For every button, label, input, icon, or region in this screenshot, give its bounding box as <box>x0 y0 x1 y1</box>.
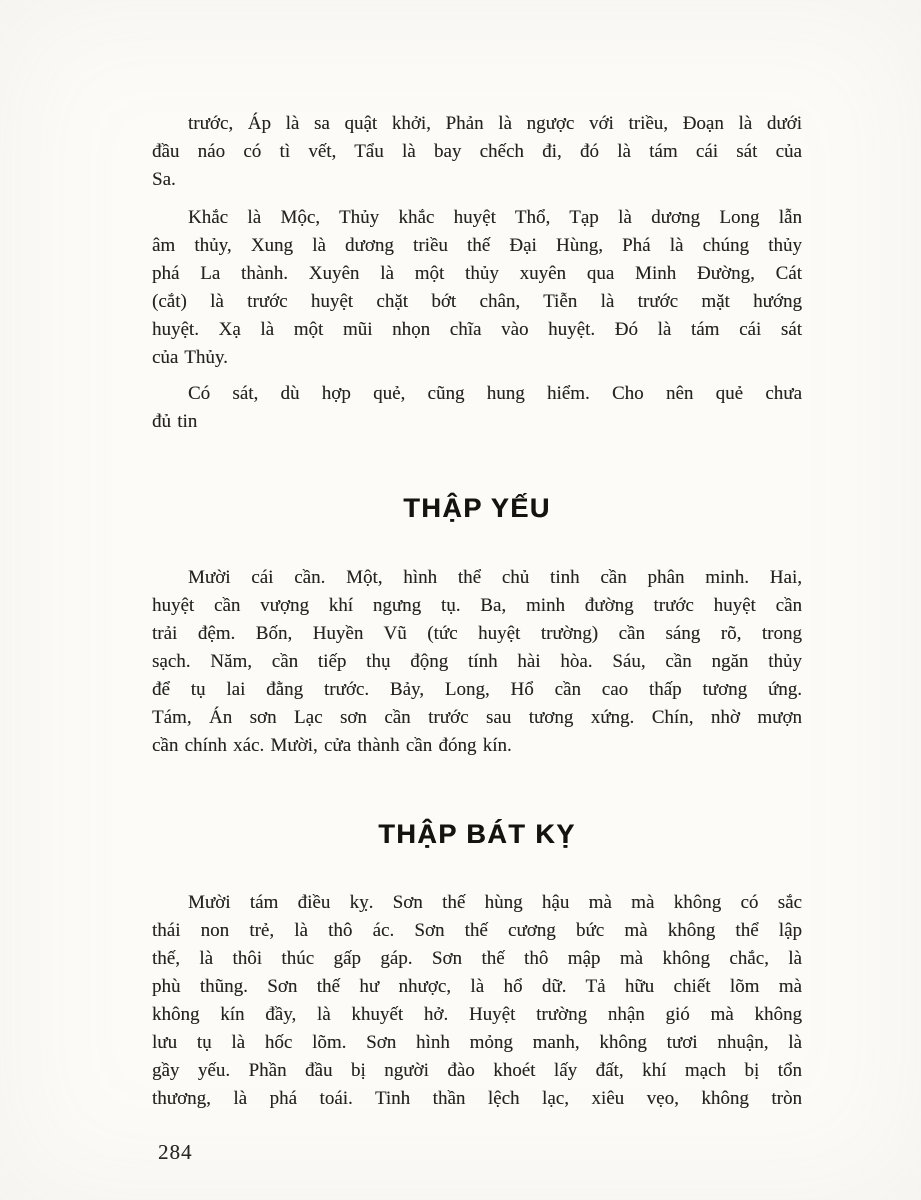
text-line: Sa. <box>152 169 176 190</box>
paragraph-muoi-cai-can <box>152 564 802 760</box>
text-line: không kín đầy, là khuyết hở. Huyệt trường nhận gió mà không <box>152 1004 802 1025</box>
text-line: trải đệm. Bốn, Huyền Vũ (tức huyệt trường) cần sáng rõ, trong <box>152 623 802 644</box>
text-line: phù thũng. Sơn thế hư nhược, là hổ dữ. Tả hữu chiết lõm mà <box>152 976 802 997</box>
text-line: huyệt cần vượng khí ngưng tụ. Ba, minh đường trước huyệt cần <box>152 595 802 616</box>
text-line: để tụ lai đằng trước. Bảy, Long, Hổ cần cao thấp tương ứng. <box>152 679 802 700</box>
text-line: gầy yếu. Phần đầu bị người đào khoét lấy đất, khí mạch bị tổn <box>152 1060 802 1081</box>
text-line: lưu tụ là hốc lõm. Sơn hình mỏng manh, không tươi nhuận, là <box>152 1032 802 1053</box>
text-line: Mười tám điều kỵ. Sơn thế hùng hậu mà mà không có sắc <box>188 892 802 913</box>
paragraph-co-sat <box>152 380 802 436</box>
text-line: Có sát, dù hợp quẻ, cũng hung hiểm. Cho nên quẻ chưa <box>188 383 802 404</box>
paragraph-eight-sha-of-thuy <box>152 204 802 372</box>
paragraph-muoi-tam-dieu-ky <box>152 889 802 1113</box>
text-line: đầu náo có tì vết, Tẩu là bay chếch đi, đó là tám cái sát của <box>152 141 802 162</box>
text-line: của Thủy. <box>152 347 228 368</box>
text-line: Tám, Án sơn Lạc sơn cần trước sau tương xứng. Chín, nhờ mượn <box>152 707 802 728</box>
text-line: sạch. Năm, cần tiếp thụ động tính hài hòa. Sáu, cần ngăn thủy <box>152 651 802 672</box>
text-line: âm thủy, Xung là dương triều thế Đại Hùng, Phá là chúng thủy <box>152 235 802 256</box>
paragraph-eight-sha-of-sa <box>152 110 802 194</box>
text-line: huyệt. Xạ là một mũi nhọn chĩa vào huyệt. Đó là tám cái sát <box>152 319 802 340</box>
section-heading-thap-yeu: THẬP YẾU <box>403 493 551 523</box>
text-line: thế, là thôi thúc gấp gáp. Sơn thế thô mập mà không chắc, là <box>152 948 802 969</box>
text-line: đủ tin <box>152 411 198 432</box>
text-line: (cắt) là trước huyệt chặt bớt chân, Tiễn là trước mặt hướng <box>152 291 802 312</box>
text-line: Khắc là Mộc, Thủy khắc huyệt Thổ, Tạp là dương Long lẫn <box>188 207 802 228</box>
text-line: thái non trẻ, là thô ác. Sơn thế cương bức mà không thể lập <box>152 920 802 941</box>
page-number: 284 <box>158 1140 193 1164</box>
text-line: thương, là phá toái. Tinh thần lệch lạc, xiêu vẹo, không tròn <box>152 1088 802 1109</box>
section-heading-thap-bat-ky: THẬP BÁT KỴ <box>378 819 576 849</box>
text-line: phá La thành. Xuyên là một thủy xuyên qua Minh Đường, Cát <box>152 263 802 284</box>
text-line: trước, Áp là sa quật khởi, Phản là ngược với triều, Đoạn là dưới <box>188 113 802 134</box>
text-line: cần chính xác. Mười, cửa thành cần đóng kín. <box>152 735 512 756</box>
text-line: Mười cái cần. Một, hình thể chủ tinh cần phân minh. Hai, <box>188 567 802 588</box>
